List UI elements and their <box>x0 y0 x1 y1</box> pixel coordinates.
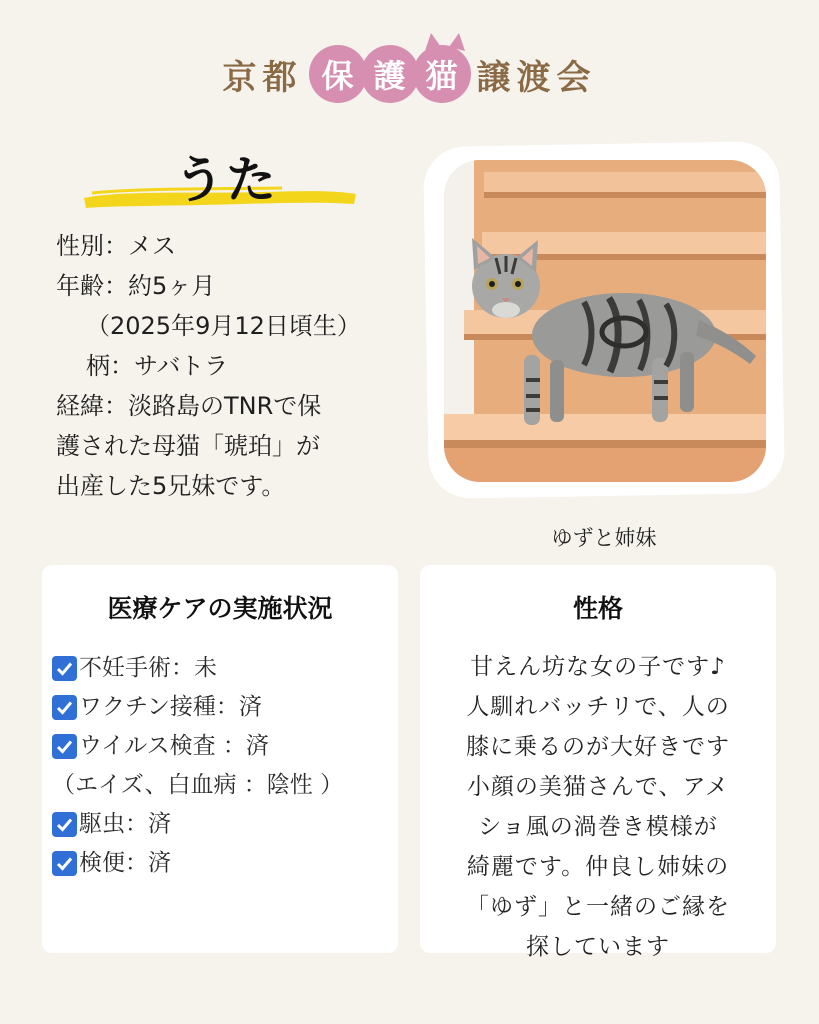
medical-item-label: 不妊手術：未 <box>79 655 217 681</box>
highlight-char-1: 保 <box>309 45 367 103</box>
profile-age: 年齢：約5ヶ月 <box>56 272 216 300</box>
checkbox-checked-icon <box>52 812 77 837</box>
medical-care-card <box>42 565 398 953</box>
personality-text <box>434 647 762 967</box>
medical-item <box>52 688 343 727</box>
personality-title: 性格 <box>572 594 623 623</box>
cat-name: うた <box>174 151 278 209</box>
checkbox-checked-icon <box>52 695 77 720</box>
photo-caption: ゆずと姉妹 <box>551 526 657 550</box>
profile-birthdate: （2025年9月12日頃生） <box>86 312 361 340</box>
cat-name-block <box>82 140 362 215</box>
medical-item <box>52 727 343 766</box>
profile-pattern: 柄：サバトラ <box>86 352 229 380</box>
medical-item-label: 検便：済 <box>79 850 171 876</box>
medical-care-list <box>52 649 343 883</box>
kitten-on-stairs-image <box>444 160 766 482</box>
title-suffix: 譲渡会 <box>476 57 597 98</box>
medical-care-title: 医療ケアの実施状況 <box>107 594 333 623</box>
cat-ears-icon <box>423 33 467 51</box>
medical-item-label: 駆虫：済 <box>79 811 171 837</box>
personality-line: 探しています <box>526 934 670 960</box>
highlight-char-2: 護 <box>361 45 419 103</box>
checkbox-checked-icon <box>52 734 77 759</box>
medical-item-label: ウイルス検査 ：済 <box>79 733 269 759</box>
personality-line: 「ゆず」と一緒のご縁を <box>466 894 730 920</box>
medical-item <box>52 649 343 688</box>
personality-card <box>420 565 776 960</box>
cat-photo <box>444 160 766 482</box>
medical-item-label: ワクチン接種：済 <box>79 694 262 720</box>
title-prefix: 京都 <box>222 57 303 98</box>
personality-line: 膝に乗るのが大好きです <box>466 734 730 760</box>
profile-background-1: 経緯：淡路島のTNRで保 <box>56 392 322 420</box>
profile-background-2: 護された母猫「琥珀」が <box>56 432 320 460</box>
highlight-char-3: 猫 <box>413 45 471 103</box>
personality-line: 甘えん坊な女の子です♪ <box>470 654 726 680</box>
medical-item <box>52 844 343 883</box>
profile-background-3: 出産した5兄妹です。 <box>56 472 286 500</box>
checkbox-checked-icon <box>52 851 77 876</box>
profile-sex: 性別：メス <box>56 232 176 260</box>
personality-line: 人馴れバッチリで、人の <box>466 694 730 720</box>
medical-item <box>52 805 343 844</box>
personality-line: 綺麗です。仲良し姉妹の <box>466 854 730 880</box>
event-title <box>0 34 819 114</box>
virus-test-note: （エイズ、白血病 ：陰性 ） <box>52 772 344 798</box>
profile-info <box>56 226 396 506</box>
personality-line: 小顔の美猫さんで、アメ <box>466 774 730 800</box>
checkbox-checked-icon <box>52 656 77 681</box>
title-highlight <box>309 45 471 103</box>
personality-line: ショ風の渦巻き模様が <box>478 814 718 840</box>
